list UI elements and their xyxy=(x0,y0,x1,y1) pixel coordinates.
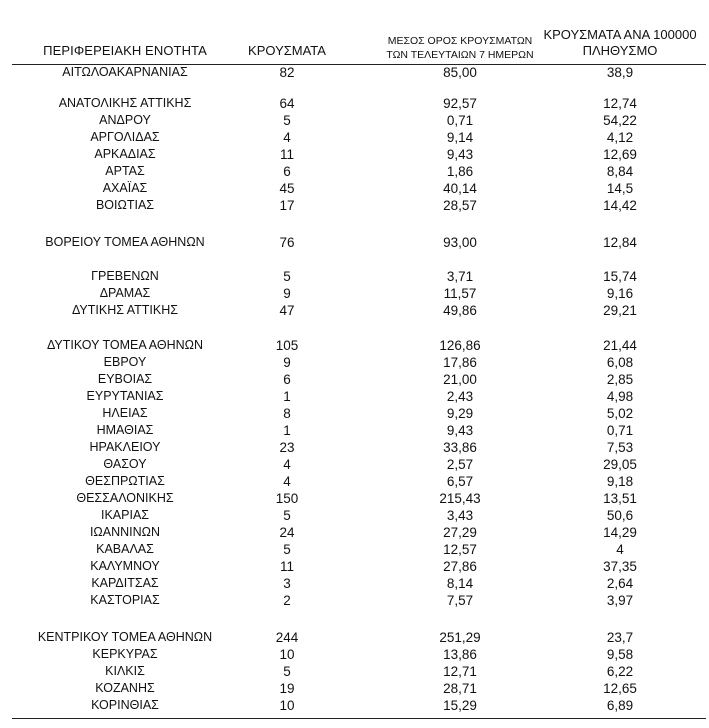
rate-cell: 2,85 xyxy=(606,372,634,387)
region-cell: ΚΑΛΥΜΝΟΥ xyxy=(90,559,160,573)
cases-cell: 244 xyxy=(275,630,299,645)
table-row xyxy=(0,524,709,541)
region-cell: ΚΑΡΔΙΤΣΑΣ xyxy=(91,576,159,590)
rate-cell: 38,9 xyxy=(606,65,634,80)
cases-cell: 5 xyxy=(283,113,291,128)
average-cell: 92,57 xyxy=(443,96,477,111)
cases-cell: 6 xyxy=(283,372,291,387)
header-cases-label: ΚΡΟΥΣΜΑΤΑ xyxy=(248,43,326,58)
cases-cell: 10 xyxy=(279,647,295,662)
region-cell: ΔΡΑΜΑΣ xyxy=(99,286,151,300)
cases-cell: 3 xyxy=(283,576,291,591)
table-row xyxy=(0,163,709,180)
header-rate-line-1: ΚΡΟΥΣΜΑΤΑ ΑΝΑ 100000 xyxy=(543,27,697,42)
table-row xyxy=(0,422,709,439)
average-cell: 93,00 xyxy=(443,235,477,250)
average-cell: 3,43 xyxy=(446,508,474,523)
table-row xyxy=(0,680,709,697)
rate-cell: 4,12 xyxy=(606,130,634,145)
table-row xyxy=(0,439,709,456)
rate-cell: 14,42 xyxy=(603,198,637,213)
table-bottom-rule xyxy=(12,718,706,719)
average-cell: 17,86 xyxy=(443,355,477,370)
rate-cell: 6,22 xyxy=(606,664,634,679)
table-row xyxy=(0,180,709,197)
table-row xyxy=(0,507,709,524)
rate-cell: 12,74 xyxy=(603,96,637,111)
cases-cell: 5 xyxy=(283,542,291,557)
rate-cell: 5,02 xyxy=(606,406,634,421)
average-cell: 6,57 xyxy=(446,474,474,489)
table-row xyxy=(0,112,709,129)
cases-cell: 5 xyxy=(283,508,291,523)
average-cell: 49,86 xyxy=(443,303,477,318)
average-cell: 40,14 xyxy=(443,181,477,196)
rate-cell: 9,58 xyxy=(606,647,634,662)
table-row xyxy=(0,129,709,146)
table-row xyxy=(0,354,709,371)
cases-cell: 45 xyxy=(279,181,295,196)
table-row xyxy=(0,146,709,163)
average-cell: 15,29 xyxy=(443,698,477,713)
table-row xyxy=(0,95,709,112)
cases-cell: 82 xyxy=(279,65,295,80)
cases-cell: 4 xyxy=(283,457,291,472)
average-cell: 9,29 xyxy=(446,406,474,421)
rate-cell: 12,65 xyxy=(603,681,637,696)
cases-cell: 17 xyxy=(279,198,295,213)
average-cell: 9,14 xyxy=(446,130,474,145)
average-cell: 28,57 xyxy=(443,198,477,213)
rate-cell: 3,97 xyxy=(606,593,634,608)
rate-cell: 9,18 xyxy=(606,474,634,489)
rate-cell: 14,29 xyxy=(603,525,637,540)
cases-cell: 64 xyxy=(279,96,295,111)
table-row xyxy=(0,405,709,422)
rate-cell: 29,21 xyxy=(603,303,637,318)
table-row xyxy=(0,629,709,646)
table-row xyxy=(0,663,709,680)
table-row xyxy=(0,197,709,214)
table-row xyxy=(0,558,709,575)
cases-cell: 19 xyxy=(279,681,295,696)
region-cell: ΕΥΒΟΙΑΣ xyxy=(97,372,153,386)
cases-cell: 6 xyxy=(283,164,291,179)
rate-cell: 4,98 xyxy=(606,389,634,404)
header-average-line-1: ΜΕΣΟΣ ΟΡΟΣ ΚΡΟΥΣΜΑΤΩΝ xyxy=(387,35,533,47)
table-row xyxy=(0,371,709,388)
table-row xyxy=(0,302,709,319)
cases-cell: 4 xyxy=(283,130,291,145)
cases-cell: 76 xyxy=(279,235,295,250)
header-rate-line-2: ΠΛΗΘΥΣΜΟ xyxy=(582,43,658,58)
region-cell: ΑΝΔΡΟΥ xyxy=(99,113,151,127)
average-cell: 2,57 xyxy=(446,457,474,472)
cases-cell: 47 xyxy=(279,303,295,318)
rate-cell: 13,51 xyxy=(603,491,637,506)
table-row xyxy=(0,592,709,609)
rate-cell: 50,6 xyxy=(606,508,634,523)
average-cell: 27,29 xyxy=(443,525,477,540)
average-cell: 1,86 xyxy=(446,164,474,179)
region-cell: ΔΥΤΙΚΟΥ ΤΟΜΕΑ ΑΘΗΝΩΝ xyxy=(46,338,204,352)
rate-cell: 21,44 xyxy=(603,338,637,353)
region-cell: ΗΛΕΙΑΣ xyxy=(102,406,148,420)
region-cell: ΕΥΡΥΤΑΝΙΑΣ xyxy=(86,389,164,403)
cases-cell: 1 xyxy=(283,423,291,438)
table-row xyxy=(0,697,709,714)
region-cell: ΚΟΖΑΝΗΣ xyxy=(95,681,155,695)
table-row xyxy=(0,473,709,490)
region-cell: ΒΟΙΩΤΙΑΣ xyxy=(95,198,155,212)
average-cell: 7,57 xyxy=(446,593,474,608)
region-cell: ΚΕΝΤΡΙΚΟΥ ΤΟΜΕΑ ΑΘΗΝΩΝ xyxy=(37,630,213,644)
region-cell: ΘΑΣΟΥ xyxy=(103,457,147,471)
region-cell: ΒΟΡΕΙΟΥ ΤΟΜΕΑ ΑΘΗΝΩΝ xyxy=(45,235,205,249)
average-cell: 126,86 xyxy=(439,338,481,353)
region-cell: ΚΙΛΚΙΣ xyxy=(105,664,145,678)
region-cell: ΑΧΑΪΑΣ xyxy=(102,181,148,195)
cases-cell: 2 xyxy=(283,593,291,608)
average-cell: 33,86 xyxy=(443,440,477,455)
cases-cell: 1 xyxy=(283,389,291,404)
average-cell: 9,43 xyxy=(446,147,474,162)
rate-cell: 23,7 xyxy=(606,630,634,645)
cases-cell: 150 xyxy=(275,491,299,506)
average-cell: 21,00 xyxy=(443,372,477,387)
region-cell: ΚΑΒΑΛΑΣ xyxy=(96,542,154,556)
cases-cell: 105 xyxy=(275,338,299,353)
region-cell: ΑΡΚΑΔΙΑΣ xyxy=(94,147,156,161)
average-cell: 27,86 xyxy=(443,559,477,574)
rate-cell: 4 xyxy=(616,542,624,557)
table-row xyxy=(0,456,709,473)
region-cell: ΘΕΣΠΡΩΤΙΑΣ xyxy=(85,474,165,488)
average-cell: 11,57 xyxy=(443,286,477,301)
region-cell: ΗΜΑΘΙΑΣ xyxy=(96,423,154,437)
region-cell: ΑΡΤΑΣ xyxy=(105,164,145,178)
rate-cell: 54,22 xyxy=(603,113,637,128)
region-cell: ΑΙΤΩΛΟΑΚΑΡΝΑΝΙΑΣ xyxy=(62,65,188,79)
rate-cell: 29,05 xyxy=(603,457,637,472)
cases-cell: 9 xyxy=(283,286,291,301)
rate-cell: 15,74 xyxy=(603,269,637,284)
average-cell: 13,86 xyxy=(443,647,477,662)
average-cell: 12,57 xyxy=(443,542,477,557)
table-row xyxy=(0,388,709,405)
table-row xyxy=(0,64,709,81)
table-row xyxy=(0,337,709,354)
table-row xyxy=(0,234,709,251)
rate-cell: 12,69 xyxy=(603,147,637,162)
cases-cell: 5 xyxy=(283,269,291,284)
table-row xyxy=(0,646,709,663)
region-cell: ΙΚΑΡΙΑΣ xyxy=(100,508,150,522)
average-cell: 9,43 xyxy=(446,423,474,438)
cases-cell: 11 xyxy=(279,147,294,162)
region-cell: ΑΡΓΟΛΙΔΑΣ xyxy=(90,130,160,144)
average-cell: 28,71 xyxy=(443,681,477,696)
rate-cell: 0,71 xyxy=(606,423,634,438)
table-row xyxy=(0,285,709,302)
region-cell: ΗΡΑΚΛΕΙΟΥ xyxy=(89,440,161,454)
average-cell: 3,71 xyxy=(446,269,474,284)
table-row xyxy=(0,268,709,285)
cases-cell: 8 xyxy=(283,406,291,421)
rate-cell: 37,35 xyxy=(603,559,637,574)
average-cell: 2,43 xyxy=(446,389,474,404)
region-cell: ΚΟΡΙΝΘΙΑΣ xyxy=(91,698,159,712)
region-cell: ΙΩΑΝΝΙΝΩΝ xyxy=(89,525,161,539)
rate-cell: 6,08 xyxy=(606,355,634,370)
header-region-label: ΠΕΡΙΦΕΡΕΙΑΚΗ ΕΝΟΤΗΤΑ xyxy=(43,43,207,58)
average-cell: 0,71 xyxy=(446,113,474,128)
rate-cell: 14,5 xyxy=(606,181,634,196)
region-cell: ΚΑΣΤΟΡΙΑΣ xyxy=(90,593,160,607)
average-cell: 8,14 xyxy=(446,576,474,591)
region-cell: ΓΡΕΒΕΝΩΝ xyxy=(91,269,159,283)
average-cell: 251,29 xyxy=(439,630,481,645)
region-cell: ΕΒΡΟΥ xyxy=(103,355,147,369)
rate-cell: 8,84 xyxy=(606,164,634,179)
cases-cell: 23 xyxy=(279,440,295,455)
cases-cell: 10 xyxy=(279,698,295,713)
region-cell: ΑΝΑΤΟΛΙΚΗΣ ΑΤΤΙΚΗΣ xyxy=(58,96,192,110)
cases-cell: 24 xyxy=(279,525,295,540)
rate-cell: 2,64 xyxy=(606,576,634,591)
rate-cell: 9,16 xyxy=(606,286,634,301)
table-row xyxy=(0,490,709,507)
region-cell: ΔΥΤΙΚΗΣ ΑΤΤΙΚΗΣ xyxy=(72,303,178,317)
cases-cell: 4 xyxy=(283,474,291,489)
average-cell: 215,43 xyxy=(439,491,481,506)
region-cell: ΚΕΡΚΥΡΑΣ xyxy=(92,647,158,661)
header-average-line-2: ΤΩΝ ΤΕΛΕΥΤΑΙΩΝ 7 ΗΜΕΡΩΝ xyxy=(386,49,534,61)
average-cell: 85,00 xyxy=(443,65,477,80)
table-row xyxy=(0,575,709,592)
table-row xyxy=(0,541,709,558)
rate-cell: 7,53 xyxy=(606,440,634,455)
average-cell: 12,71 xyxy=(443,664,477,679)
cases-cell: 9 xyxy=(283,355,291,370)
region-cell: ΘΕΣΣΑΛΟΝΙΚΗΣ xyxy=(76,491,174,505)
cases-cell: 11 xyxy=(279,559,294,574)
cases-cell: 5 xyxy=(283,664,291,679)
rate-cell: 12,84 xyxy=(603,235,637,250)
rate-cell: 6,89 xyxy=(606,698,634,713)
